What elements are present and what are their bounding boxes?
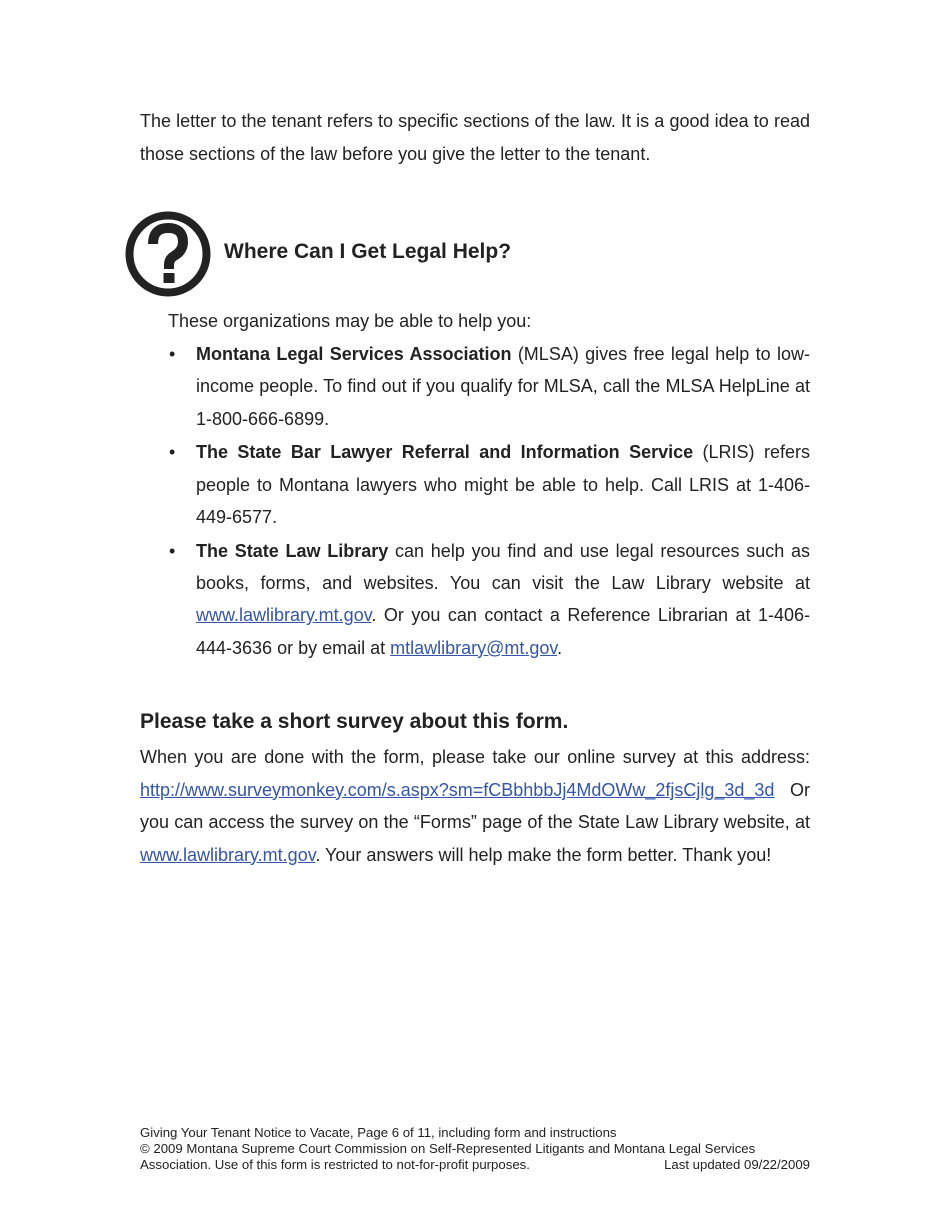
survey-text-3: . Your answers will help make the form better. Thank you! bbox=[315, 844, 772, 865]
bullet: • bbox=[169, 442, 176, 463]
survey-text-1: When you are done with the form, please take our online survey at this address: bbox=[140, 747, 810, 767]
bullet: • bbox=[169, 540, 176, 561]
list-item-lris bbox=[169, 436, 810, 533]
help-heading: Where Can I Get Legal Help? bbox=[224, 240, 512, 263]
footer-line-3: Association. Use of this form is restricted to not-for-profit purposes. bbox=[140, 1157, 530, 1172]
survey-text-2: Or you can access the survey on the “Forms” page of the State Law Library website, at bbox=[140, 779, 810, 832]
survey-paragraph bbox=[140, 741, 810, 871]
footer-last-updated: Last updated 09/22/2009 bbox=[664, 1157, 810, 1172]
survey-link[interactable]: http://www.surveymonkey.com/s.aspx?sm=fCBbhbbJj4MdOWw_2fjsCjlg_3d_3d bbox=[140, 779, 775, 800]
organization-list bbox=[169, 338, 810, 665]
help-intro: These organizations may be able to help you: bbox=[168, 311, 532, 331]
question-mark-circle-icon bbox=[125, 211, 211, 297]
bullet: • bbox=[169, 344, 176, 364]
list-item-law-library bbox=[169, 535, 810, 664]
org-text-law-library-2: . Or you can contact a Reference Librarian at 1-406-444-3636 or by email at bbox=[196, 605, 810, 658]
survey-heading: Please take a short survey about this form. bbox=[140, 710, 569, 733]
list-item-mlsa bbox=[169, 338, 810, 435]
law-library-website-link[interactable]: www.lawlibrary.mt.gov bbox=[196, 605, 372, 626]
footer-line-2: © 2009 Montana Supreme Court Commission on Self-Represented Litigants and Montana Legal Services bbox=[140, 1141, 756, 1156]
org-name-lris: The State Bar Lawyer Referral and Information Service bbox=[196, 442, 694, 463]
footer-line-1: Giving Your Tenant Notice to Vacate, Page 6 of 11, including form and instructions bbox=[140, 1125, 617, 1140]
intro-paragraph: The letter to the tenant refers to specific sections of the law. It is a good idea to read those sections of the law before you give the letter to the tenant. bbox=[140, 111, 810, 164]
org-text-law-library-3: . bbox=[557, 637, 563, 658]
org-text-law-library: can help you find and use legal resources such as books, forms, and websites. You can visit the Law Library website at bbox=[196, 540, 810, 594]
org-name-mlsa: Montana Legal Services Association bbox=[196, 344, 512, 364]
org-name-law-library: The State Law Library bbox=[196, 540, 389, 561]
org-text-mlsa: (MLSA) gives free legal help to low-income people. To find out if you qualify for MLSA, call the MLSA HelpLine at 1-800-666-6899. bbox=[196, 344, 810, 429]
law-library-email-link[interactable]: mtlawlibrary@mt.gov bbox=[390, 637, 558, 658]
page-footer bbox=[140, 1125, 810, 1173]
org-text-lris: (LRIS) refers people to Montana lawyers who might be able to help. Call LRIS at 1-406-449-6577. bbox=[196, 442, 810, 527]
survey-library-link[interactable]: www.lawlibrary.mt.gov bbox=[140, 844, 316, 865]
